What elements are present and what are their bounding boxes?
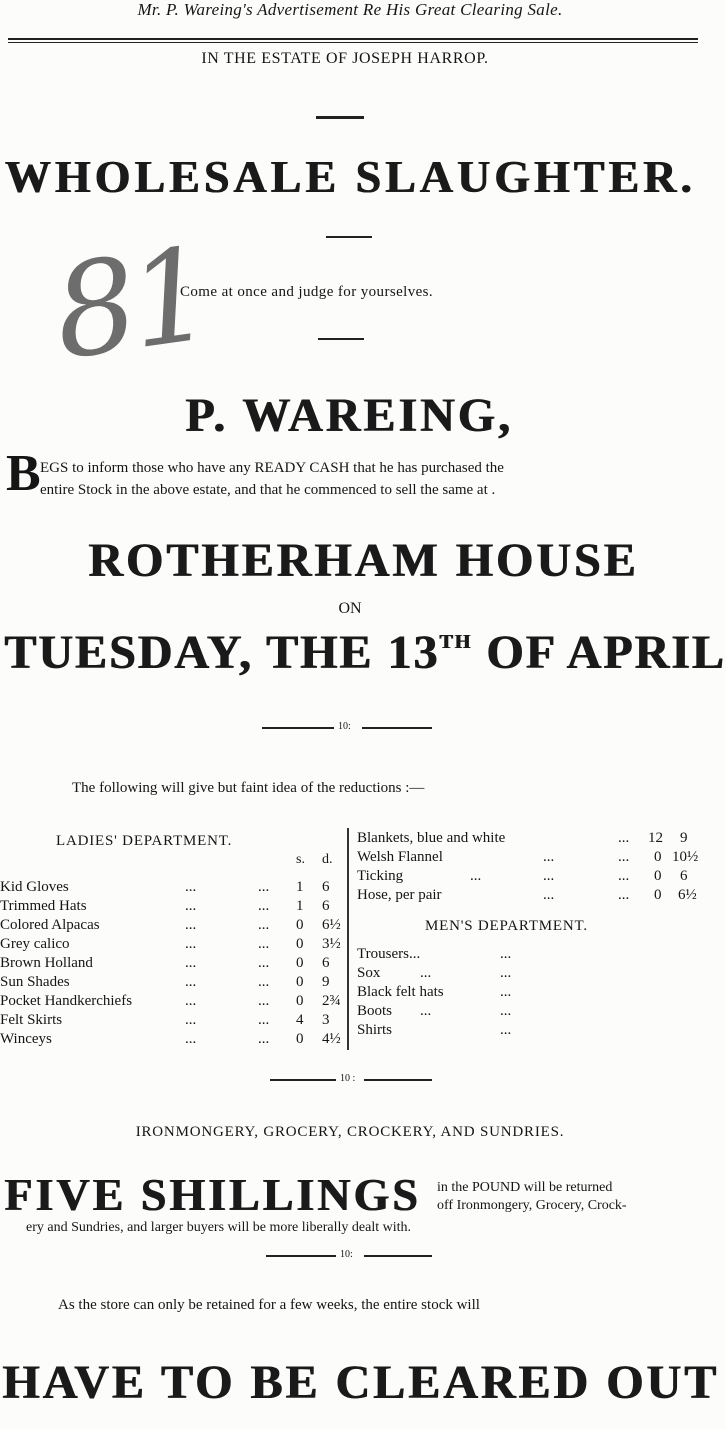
item-pence: 6½ <box>678 887 697 903</box>
item-dots: ... <box>185 974 197 990</box>
header-rule-thin <box>8 42 698 43</box>
merchant-name: P. WAREING, <box>185 389 513 442</box>
item-shillings: 1 <box>296 879 304 895</box>
item-shillings: 1 <box>296 898 304 914</box>
item-dots: ... <box>618 868 630 884</box>
item-dots: ... <box>500 984 512 1000</box>
item-shillings: 0 <box>296 936 304 952</box>
item-pence: 9 <box>680 830 688 846</box>
item-shillings: 0 <box>654 868 662 884</box>
item-pence: 6 <box>322 879 330 895</box>
item-name: Black felt hats <box>357 984 444 1000</box>
item-shillings: 4 <box>296 1012 304 1028</box>
ornament-dash <box>316 116 364 119</box>
item-name: Winceys <box>0 1031 52 1047</box>
five-shillings-headline: FIVE SHILLINGS <box>4 1169 421 1220</box>
mens-department-heading: MEN'S DEPARTMENT. <box>425 918 588 934</box>
sale-date-suffix: TH <box>439 631 472 653</box>
separator-rule-right <box>364 1079 432 1081</box>
item-dots: ... <box>258 993 270 1009</box>
item-name: Trimmed Hats <box>0 898 87 914</box>
item-dots: ... <box>185 936 197 952</box>
item-pence: 6½ <box>322 917 341 933</box>
separator-mark: 10: <box>340 1249 353 1260</box>
page-header-title: Mr. P. Wareing's Advertisement Re His Great Clearing Sale. <box>137 0 563 19</box>
separator-rule-right <box>362 727 432 729</box>
drop-cap: B <box>6 445 41 502</box>
sale-date-prefix: TUESDAY, THE 13 <box>4 626 440 679</box>
item-dots: ... <box>618 849 630 865</box>
item-dots: ... <box>185 898 197 914</box>
item-name: Grey calico <box>0 936 70 952</box>
item-dots: ... <box>420 1003 432 1019</box>
item-dots: ... <box>618 830 630 846</box>
item-shillings: 0 <box>296 974 304 990</box>
divider <box>318 338 364 340</box>
estate-line: IN THE ESTATE OF JOSEPH HARROP. <box>201 50 489 67</box>
item-dots: ... <box>185 955 197 971</box>
item-dots: ... <box>258 955 270 971</box>
column-header-d: d. <box>322 852 333 867</box>
sale-date <box>4 625 726 680</box>
headline-wholesale: WHOLESALE SLAUGHTER. <box>4 151 696 202</box>
sale-date-rest: OF APRIL <box>471 626 726 679</box>
item-dots: ... <box>185 1031 197 1047</box>
sundries-heading: IRONMONGERY, GROCERY, CROCKERY, AND SUNDRIES. <box>135 1124 565 1140</box>
item-name: Ticking <box>357 868 404 884</box>
item-dots: ... <box>258 1031 270 1047</box>
item-dots: ... <box>500 1003 512 1019</box>
item-shillings: 0 <box>296 993 304 1009</box>
item-dots: ... <box>258 898 270 914</box>
item-dots: ... <box>470 868 482 884</box>
item-dots: ... <box>500 1022 512 1038</box>
announcement-line-1: EGS to inform those who have any READY CASH that he has purchased the <box>40 460 504 476</box>
item-pence: 4½ <box>322 1031 341 1047</box>
handwritten-annotation: 81 <box>45 220 216 389</box>
item-name: Brown Holland <box>0 955 93 971</box>
item-dots: ... <box>618 887 630 903</box>
item-dots: ... <box>185 917 197 933</box>
item-pence: 3½ <box>322 936 341 952</box>
item-dots: ... <box>258 879 270 895</box>
item-name: Pocket Handkerchiefs <box>0 993 133 1009</box>
item-dots: ... <box>258 917 270 933</box>
header-rule <box>8 38 698 40</box>
item-name: Boots <box>357 1003 393 1019</box>
item-name: Trousers... <box>357 946 421 962</box>
separator-rule-left <box>266 1255 336 1257</box>
separator-rule-left <box>262 727 334 729</box>
item-pence: 6 <box>322 955 330 971</box>
item-shillings: 0 <box>654 887 662 903</box>
separator-rule-right <box>364 1255 432 1257</box>
five-shillings-side-line-1: in the POUND will be returned <box>437 1180 613 1195</box>
item-name: Hose, per pair <box>357 887 442 903</box>
item-shillings: 0 <box>296 955 304 971</box>
announcement-line-2: entire Stock in the above estate, and that he commenced to sell the same at . <box>40 482 496 498</box>
item-dots: ... <box>543 849 555 865</box>
item-pence: 9 <box>322 974 330 990</box>
separator-mark: 10: <box>338 721 351 732</box>
item-shillings: 0 <box>654 849 662 865</box>
venue-name: ROTHERHAM HOUSE <box>88 534 639 587</box>
ladies-department-heading: LADIES' DEPARTMENT. <box>56 833 233 849</box>
item-shillings: 0 <box>296 1031 304 1047</box>
item-pence: 10½ <box>672 849 699 865</box>
item-name: Sox <box>357 965 381 981</box>
divider <box>326 236 372 238</box>
column-divider <box>347 828 349 1050</box>
reductions-intro: The following will give but faint idea of the reductions :— <box>72 780 425 796</box>
item-dots: ... <box>185 993 197 1009</box>
item-pence: 3 <box>322 1012 330 1028</box>
item-dots: ... <box>500 946 512 962</box>
on-word: ON <box>338 600 362 617</box>
item-pence: 6 <box>680 868 688 884</box>
item-dots: ... <box>185 1012 197 1028</box>
item-pence: 6 <box>322 898 330 914</box>
closing-line: As the store can only be retained for a few weeks, the entire stock will <box>58 1297 480 1313</box>
item-dots: ... <box>420 965 432 981</box>
separator-mark: 10 : <box>340 1073 356 1084</box>
item-shillings: 0 <box>296 917 304 933</box>
item-dots: ... <box>185 879 197 895</box>
five-shillings-side-line-2: off Ironmongery, Grocery, Crock- <box>437 1198 627 1213</box>
item-name: Shirts <box>357 1022 393 1038</box>
item-name: Felt Skirts <box>0 1012 63 1028</box>
column-header-s: s. <box>296 852 305 867</box>
item-name: Welsh Flannel <box>357 849 443 865</box>
item-dots: ... <box>258 1012 270 1028</box>
item-dots: ... <box>258 936 270 952</box>
item-dots: ... <box>500 965 512 981</box>
five-shillings-continuation: ery and Sundries, and larger buyers will be more liberally dealt with. <box>26 1220 412 1235</box>
separator-rule-left <box>270 1079 336 1081</box>
item-shillings: 12 <box>648 830 663 846</box>
item-pence: 2¾ <box>322 993 341 1009</box>
item-dots: ... <box>543 887 555 903</box>
invitation-line: Come at once and judge for yourselves. <box>180 284 434 300</box>
item-name: Kid Gloves <box>0 879 69 895</box>
item-name: Blankets, blue and white <box>357 830 506 846</box>
closing-headline: HAVE TO BE CLEARED OUT <box>2 1356 719 1409</box>
item-name: Sun Shades <box>0 974 70 990</box>
item-dots: ... <box>258 974 270 990</box>
item-name: Colored Alpacas <box>0 917 100 933</box>
item-dots: ... <box>543 868 555 884</box>
